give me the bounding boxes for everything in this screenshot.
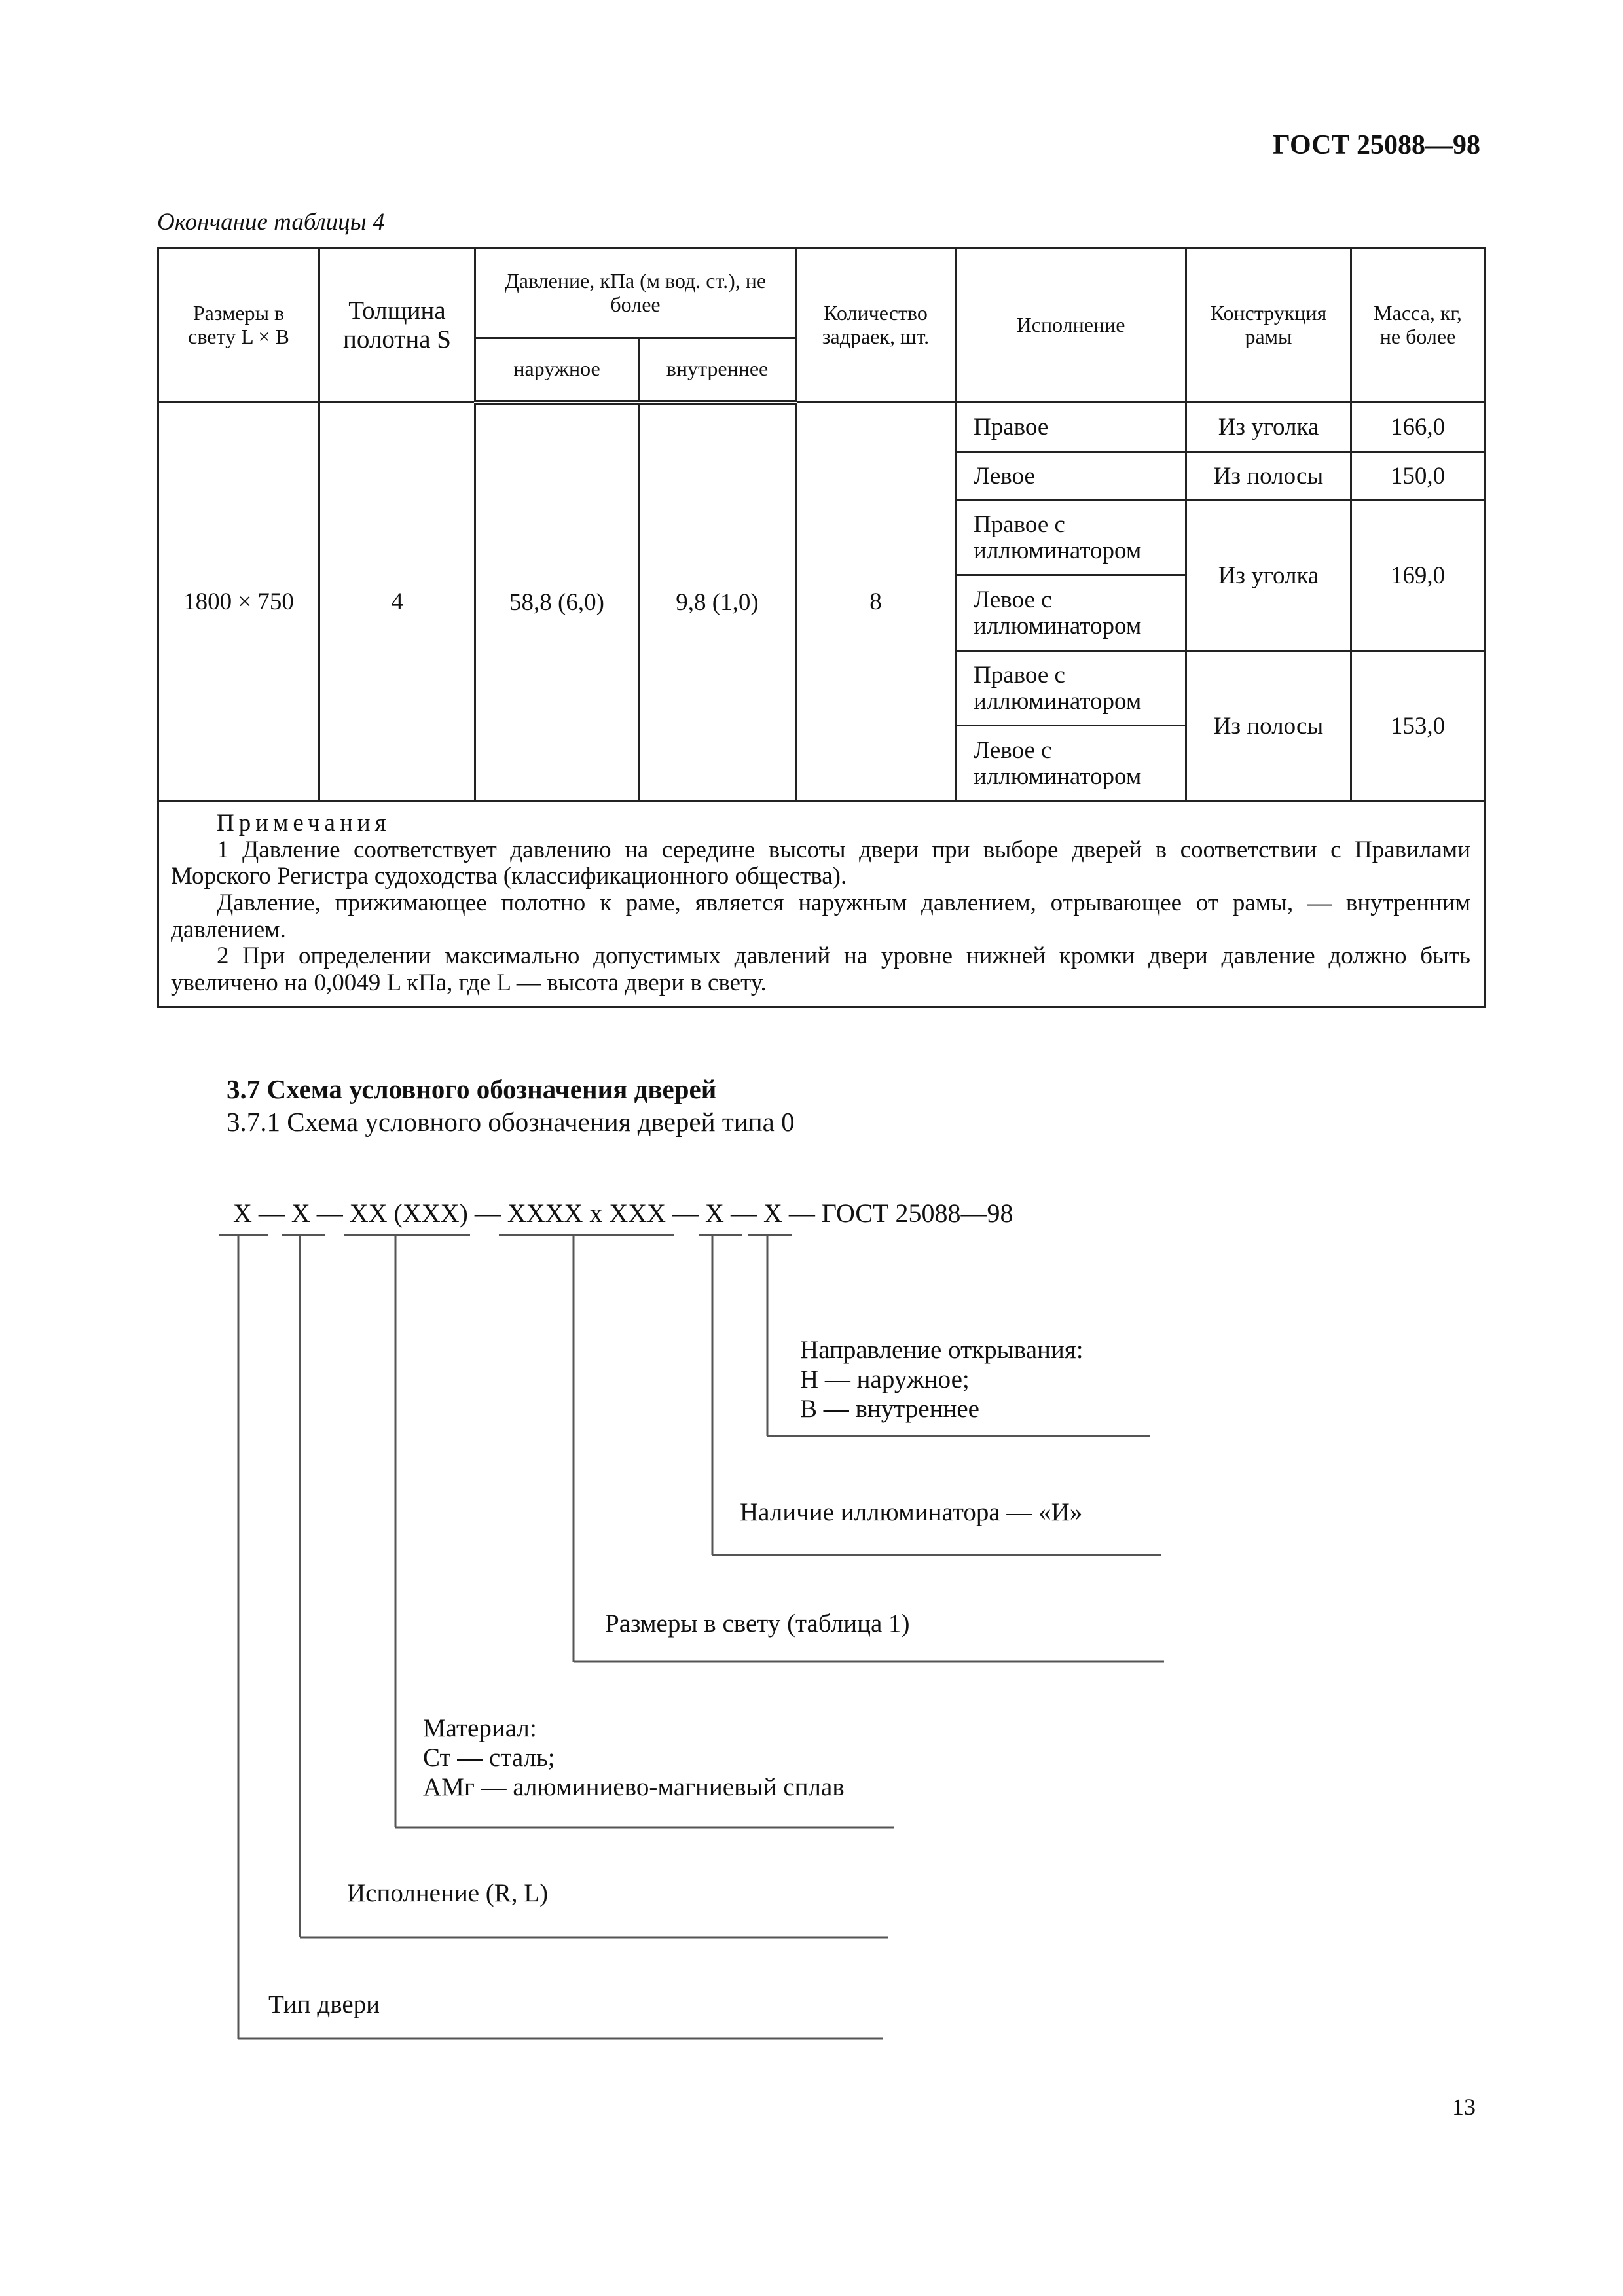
designation-code-line: X — X — XX (XXX) — XXXX x XXX — X — X — ГОСТ 25088—98 <box>233 1198 1013 1228</box>
header-thickness: Толщина полотна S <box>319 249 475 403</box>
material-amg: АМг — алюминиево-магниевый сплав <box>423 1773 845 1802</box>
cell-pressure-outer: 58,8 (6,0) <box>475 403 639 802</box>
header-mass: Масса, кг, не более <box>1351 249 1485 403</box>
cell-mass: 150,0 <box>1351 452 1485 501</box>
cell-execution: Правое с иллюминатором <box>956 651 1186 726</box>
cell-size: 1800 × 750 <box>158 403 319 802</box>
label-execution: Исполнение (R, L) <box>347 1879 549 1907</box>
header-pressure: Давление, кПа (м вод. ст.), не более <box>475 249 796 338</box>
cell-mass: 169,0 <box>1351 501 1485 651</box>
header-frame: Конструкция рамы <box>1186 249 1351 403</box>
page-number: 13 <box>1452 2094 1476 2120</box>
section-title: 3.7 Схема условного обозначения дверей <box>227 1074 717 1104</box>
header-pressure-inner: внутреннее <box>639 338 796 403</box>
cell-latches: 8 <box>796 403 956 802</box>
notes-heading: Примечания <box>217 810 391 836</box>
cell-execution: Правое с иллюминатором <box>956 501 1186 575</box>
cell-mass: 153,0 <box>1351 651 1485 802</box>
standard-code: ГОСТ 25088—98 <box>1273 130 1480 160</box>
note-1: 1 Давление соответствует давлению на середине высоты двери при выборе дверей в соответствии с Правилами Морского Регистра судоходства (классификационного общества). <box>171 836 1471 890</box>
material-steel: Ст — сталь; <box>423 1744 555 1772</box>
header-pressure-outer: наружное <box>475 338 639 403</box>
cell-frame: Из полосы <box>1186 651 1351 802</box>
opening-direction-title: Направление открывания: <box>800 1336 1084 1364</box>
cell-execution: Правое <box>956 403 1186 452</box>
opening-direction-inner: В — внутреннее <box>800 1395 979 1424</box>
table-caption: Окончание таблицы 4 <box>157 209 385 236</box>
cell-frame: Из уголка <box>1186 501 1351 651</box>
header-size: Размеры в свету L × B <box>158 249 319 403</box>
label-material <box>423 1713 845 1803</box>
note-1-continued: Давление, прижимающее полотно к раме, является наружным давлением, отрывающее от рамы, — внутренним давлением. <box>171 889 1471 943</box>
section-subtitle: 3.7.1 Схема условного обозначения дверей типа 0 <box>227 1107 795 1137</box>
label-door-type: Тип двери <box>268 1990 380 2018</box>
cell-thickness: 4 <box>319 403 475 802</box>
cell-execution: Левое с иллюминатором <box>956 575 1186 651</box>
label-sizes: Размеры в свету (таблица 1) <box>605 1609 910 1638</box>
cell-execution: Левое с иллюминатором <box>956 726 1186 802</box>
header-latches: Количество задраек, шт. <box>796 249 956 403</box>
opening-direction-outer: Н — наружное; <box>800 1365 970 1394</box>
cell-mass: 166,0 <box>1351 403 1485 452</box>
material-title: Материал: <box>423 1714 537 1742</box>
cell-frame: Из полосы <box>1186 452 1351 501</box>
cell-pressure-inner: 9,8 (1,0) <box>639 403 796 802</box>
cell-frame: Из уголка <box>1186 403 1351 452</box>
cell-execution: Левое <box>956 452 1186 501</box>
label-opening-direction <box>800 1335 1084 1424</box>
label-window: Наличие иллюминатора — «И» <box>740 1498 1083 1526</box>
header-execution: Исполнение <box>956 249 1186 403</box>
note-2: 2 При определении максимально допустимых давлений на уровне нижней кромки двери давление должно быть увеличено на 0,0049 L кПа, где L — высота двери в свету. <box>171 942 1471 997</box>
